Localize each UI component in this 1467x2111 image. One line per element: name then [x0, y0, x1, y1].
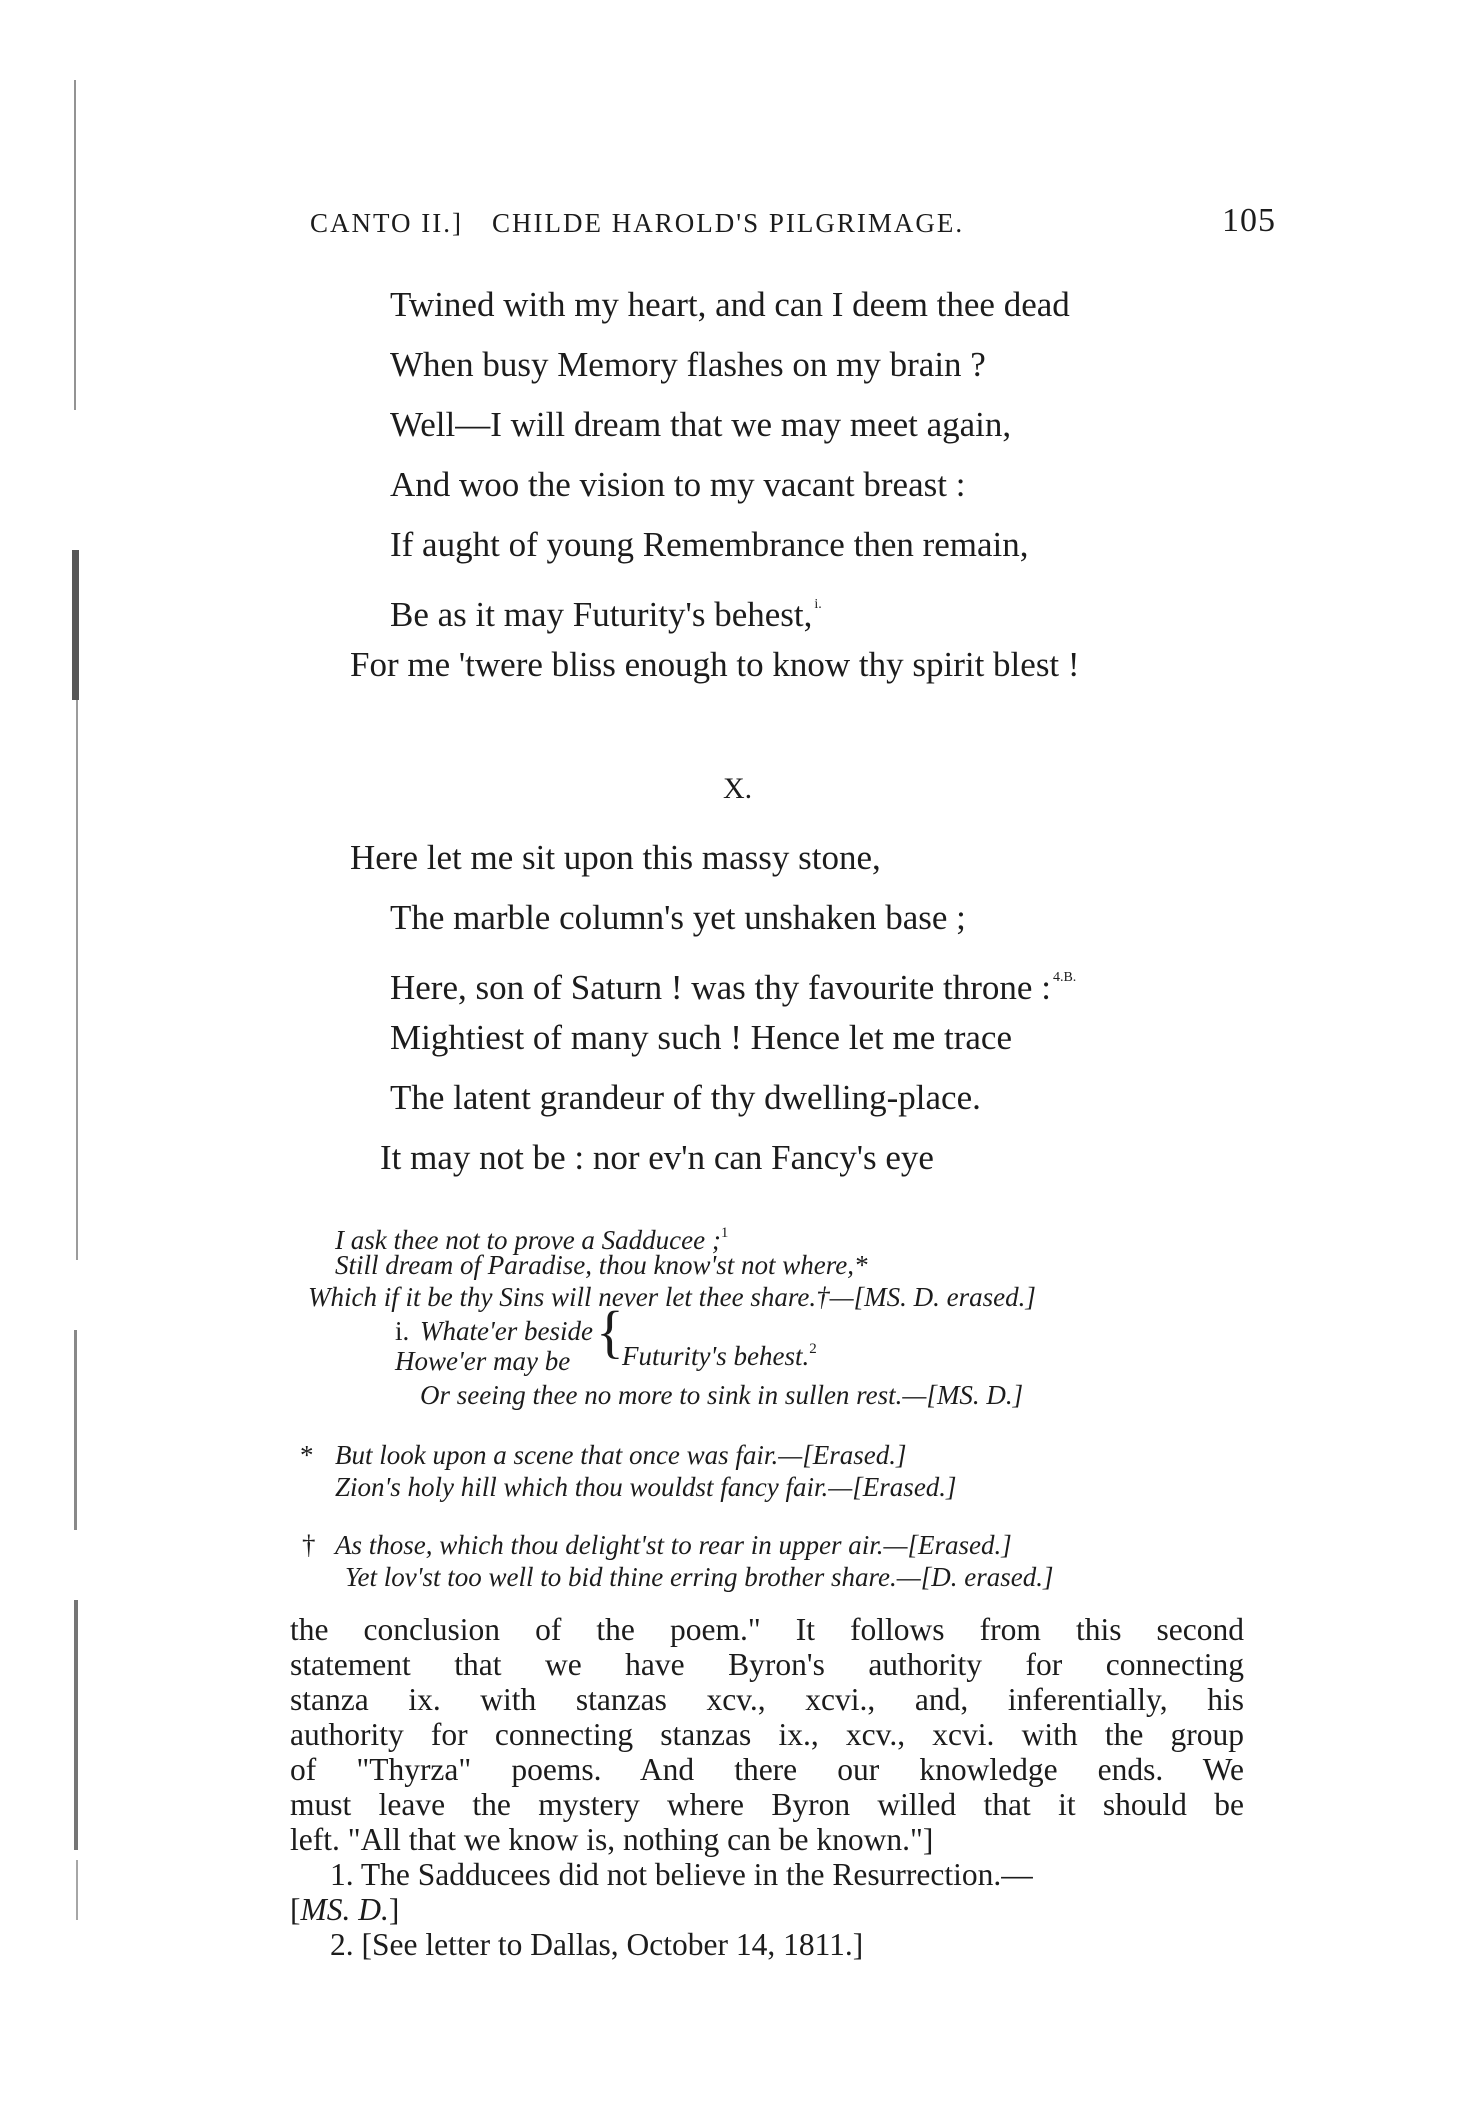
verse-line: The latent grandeur of thy dwelling-place. [390, 1078, 981, 1117]
verse-line: And woo the vision to my vacant breast : [390, 465, 966, 504]
gutter-mark [74, 1330, 77, 1530]
variant-label: i. [395, 1316, 410, 1346]
variant-text: I ask thee not to prove a Sadducee ; [335, 1225, 721, 1255]
verse-line: Twined with my heart, and can I deem thee dead [390, 285, 1070, 324]
footnote-1: 1. The Sadducees did not believe in the Resurrection.— [330, 1857, 1033, 1892]
gutter-mark [74, 80, 76, 410]
variant-line: Yet lov'st too well to bid thine erring brother share.—[D. erased.] [345, 1562, 1054, 1592]
verse-line: The marble column's yet unshaken base ; [390, 898, 966, 937]
book-title: CHILDE HAROLD'S PILGRIMAGE. [492, 208, 965, 238]
variant-line: Zion's holy hill which thou wouldst fancy fair.—[Erased.] [335, 1472, 957, 1502]
footnote-ref: 1 [720, 1225, 729, 1241]
running-header [310, 202, 1280, 246]
verse-line: Here let me sit upon this massy stone, [350, 838, 881, 877]
note-ref: 4.B. [1052, 970, 1077, 985]
stanza-number: X. [723, 772, 753, 805]
asterisk-marker: * [300, 1440, 314, 1470]
footnote-ref: 2 [809, 1341, 817, 1357]
variant-line: Or seeing thee no more to sink in sullen rest.—[MS. D.] [420, 1380, 1024, 1410]
prose-line: statement that we have Byron's authority for connecting [290, 1647, 1244, 1682]
variant-note-ref: i. [814, 597, 822, 612]
verse-line: For me 'twere bliss enough to know thy spirit blest ! [350, 645, 1080, 684]
page-number: 105 [1222, 202, 1276, 239]
verse-line-with-note [390, 958, 1076, 1008]
ms-reference: MS. D. [300, 1892, 389, 1927]
variant-line: But look upon a scene that once was fair.—[Erased.] [335, 1440, 907, 1470]
brace-glyph: { [596, 1299, 624, 1364]
prose-line: the conclusion of the poem." It follows from this second [290, 1612, 1244, 1647]
prose-line: authority for connecting stanzas ix., xcv., xcvi. with the group [290, 1717, 1244, 1752]
variant-shared-text [622, 1334, 817, 1371]
verse-line-with-note [390, 585, 822, 635]
verse-text: Be as it may Futurity's behest, [390, 595, 813, 634]
bracket-close: ] [388, 1892, 400, 1927]
variant-line: Which if it be thy Sins will never let thee share.†—[MS. D. erased.] [308, 1282, 1036, 1312]
variant-line: Whate'er beside [420, 1316, 593, 1346]
verse-line: It may not be : nor ev'n can Fancy's eye [380, 1138, 934, 1177]
gutter-mark [74, 1600, 78, 1850]
verse-line: Well—I will dream that we may meet again, [390, 405, 1012, 444]
variant-line: Howe'er may be [395, 1346, 571, 1376]
dagger-marker: † [302, 1530, 316, 1560]
verse-text: Here, son of Saturn ! was thy favourite throne : [390, 968, 1051, 1007]
footnote-2: 2. [See letter to Dallas, October 14, 1811.] [330, 1927, 864, 1962]
binding-gutter [60, 80, 90, 2040]
gutter-mark [72, 550, 79, 700]
prose-line: of "Thyrza" poems. And there our knowledge ends. We [290, 1752, 1244, 1787]
variant-line: Still dream of Paradise, thou know'st not where,* [335, 1250, 868, 1280]
canto-label: CANTO II.] [310, 208, 463, 238]
bracket-open: [ [290, 1892, 301, 1927]
prose-line: must leave the mystery where Byron willed that it should be [290, 1787, 1244, 1822]
verse-line: If aught of young Remembrance then remain, [390, 525, 1029, 564]
verse-line: Mightiest of many such ! Hence let me trace [390, 1018, 1013, 1057]
gutter-mark [76, 700, 78, 1260]
variant-text: Futurity's behest. [622, 1341, 810, 1371]
variant-line: As those, which thou delight'st to rear in upper air.—[Erased.] [335, 1530, 1012, 1560]
gutter-mark [76, 1860, 78, 1920]
prose-line: left. "All that we know is, nothing can be known."] [290, 1822, 934, 1857]
verse-line: When busy Memory flashes on my brain ? [390, 345, 986, 384]
prose-line: stanza ix. with stanzas xcv., xcvi., and, inferentially, his [290, 1682, 1244, 1717]
footnote-1-continuation [290, 1892, 399, 1927]
